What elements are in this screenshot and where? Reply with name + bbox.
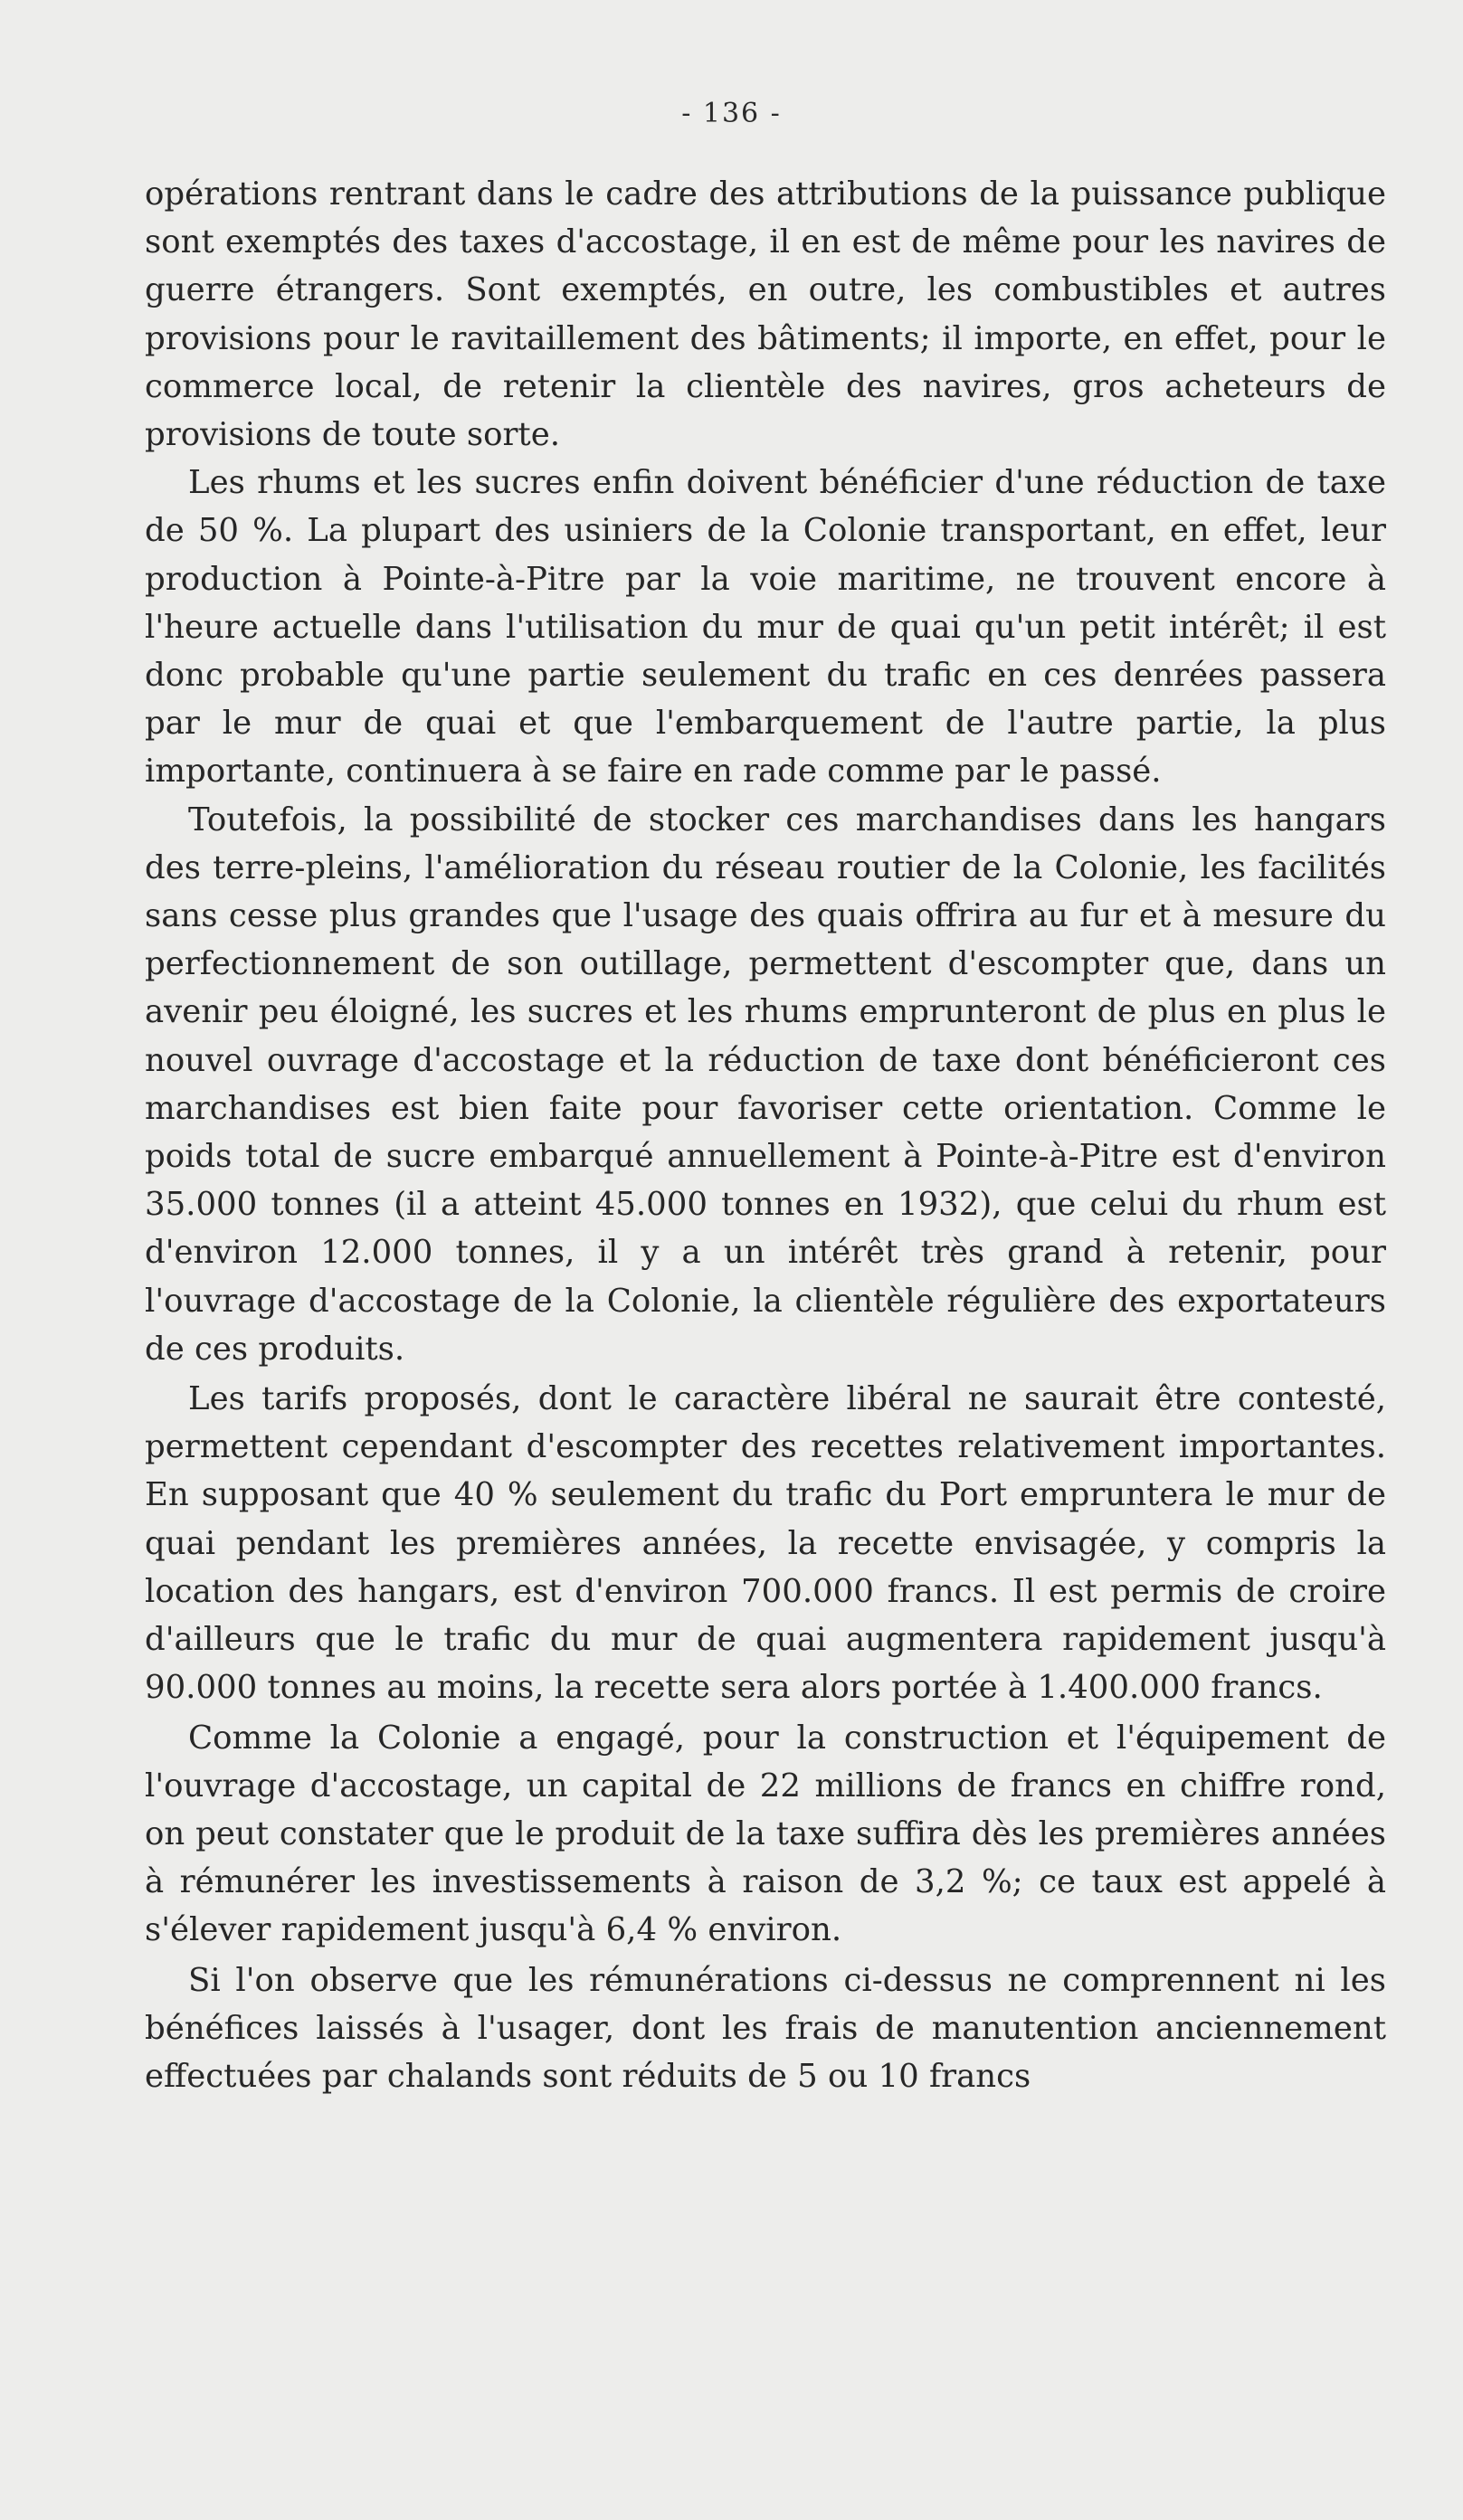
paragraph-2: Les rhums et les sucres enfin doivent bénéficier d'une réduction de taxe de 50 %. La plupart des usiniers de la Colonie transportant, en effet, leur production à Pointe-à-Pitre par la voie maritime, ne trouvent encore à l'heure actuelle dans l'utilisation du mur de quai qu'un petit intérêt; il est donc probable qu'une partie seulement du trafic en ces denrées passera par le mur de quai et que l'embarquement de l'autre partie, la plus importante, continuera à se faire en rade comme par le passé.	[145, 464, 1386, 791]
paragraph-5: Comme la Colonie a engagé, pour la construction et l'équipement de l'ouvrage d'accostage, un capital de 22 millions de francs en chiffre rond, on peut constater que le produit de la taxe suffira dès les premières années à rémunérer les investissements à raison de 3,2 %; ce taux est appelé à s'élever rapidement jusqu'à 6,4 % environ.	[145, 1719, 1386, 1949]
body-text	[145, 170, 1386, 2100]
paragraph-4: Les tarifs proposés, dont le caractère libéral ne saurait être contesté, permettent cependant d'escompter des recettes relativement importantes. En supposant que 40 % seulement du trafic du Port empruntera le mur de quai pendant les premières années, la recette envisagée, y compris la location des hangars, est d'environ 700.000 francs. Il est permis de croire d'ailleurs que le trafic du mur de quai augmentera rapidement jusqu'à 90.000 tonnes au moins, la recette sera alors portée à 1.400.000 francs.	[145, 1380, 1386, 1707]
paragraph-3: Toutefois, la possibilité de stocker ces marchandises dans les hangars des terre-pleins, l'amélioration du réseau routier de la Colonie, les facilités sans cesse plus grandes que l'usage des quais offrira au fur et à mesure du perfectionnement de son outillage, permettent d'escompter que, dans un avenir peu éloigné, les sucres et les rhums emprunteront de plus en plus le nouvel ouvrage d'accostage et la réduction de taxe dont bénéficieront ces marchandises est bien faite pour favoriser cette orientation. Comme le poids total de sucre embarqué annuellement à Pointe-à-Pitre est d'environ 35.000 tonnes (il a atteint 45.000 tonnes en 1932), que celui du rhum est d'environ 12.000 tonnes, il y a un intérêt très grand à retenir, pour l'ouvrage d'accostage de la Colonie, la clientèle régulière des exportateurs de ces produits.	[145, 801, 1386, 1368]
page-number: - 136 -	[681, 98, 782, 129]
paragraph-6: Si l'on observe que les rémunérations ci-dessus ne comprennent ni les bénéfices laissés à l'usager, dont les frais de manutention anciennement effectuées par chalands sont réduits de 5 ou 10 francs	[145, 1961, 1386, 2095]
paragraph-1: opérations rentrant dans le cadre des attributions de la puissance publique sont exemptés des taxes d'accostage, il en est de même pour les navires de guerre étrangers. Sont exemptés, en outre, les combustibles et autres provisions pour le ravitaillement des bâtiments; il importe, en effet, pour le commerce local, de retenir la clientèle des navires, gros acheteurs de provisions de toute sorte.	[145, 175, 1386, 454]
